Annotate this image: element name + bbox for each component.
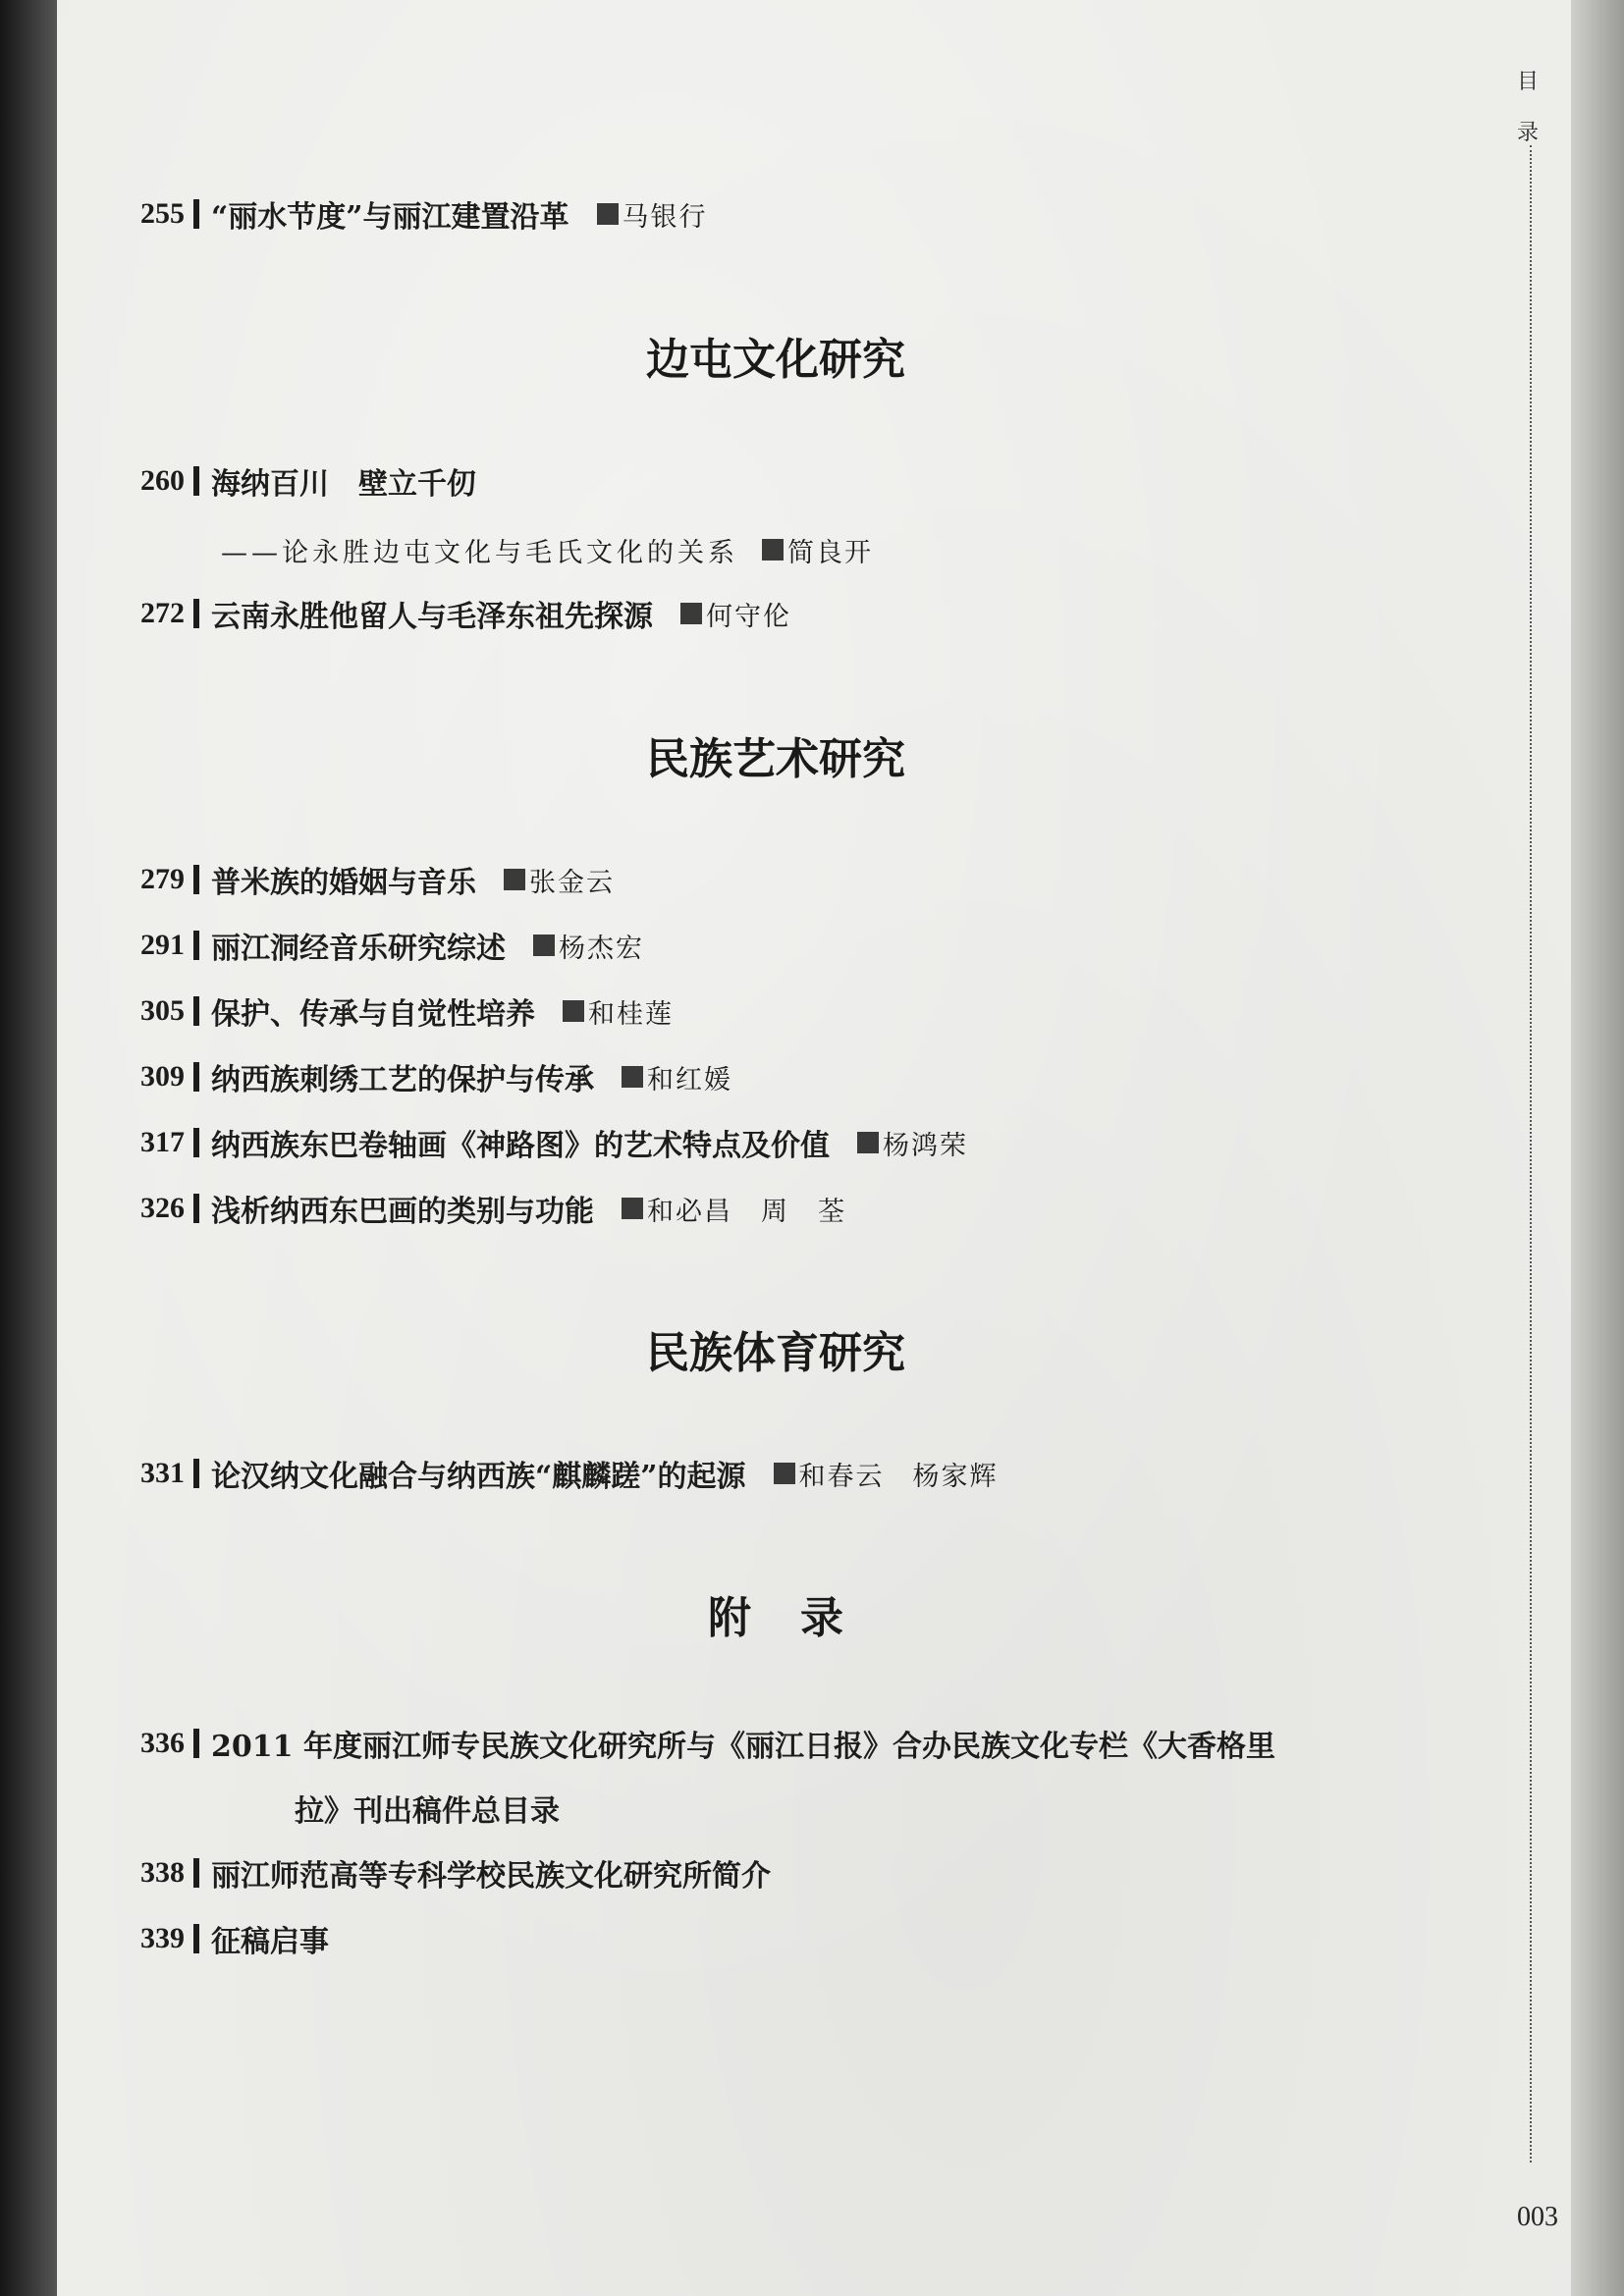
- entry-page-number: 309: [140, 1060, 185, 1093]
- toc-entry-continuation[interactable]: [221, 530, 873, 569]
- entry-author: 和春云 杨家辉: [798, 1461, 999, 1492]
- entry-page-number: 336: [140, 1727, 185, 1759]
- toc-entry[interactable]: [140, 1189, 846, 1228]
- toc-entry[interactable]: [140, 461, 476, 501]
- toc-entry[interactable]: [140, 1123, 968, 1162]
- toc-entry[interactable]: [140, 926, 644, 965]
- entry-divider: [193, 1128, 199, 1157]
- entry-divider: [193, 996, 199, 1026]
- entry-author: 张金云: [529, 867, 615, 898]
- entry-title: “丽水节度”与丽江建置沿革: [211, 200, 569, 235]
- entry-page-number: 291: [140, 929, 185, 961]
- entry-author: 马银行: [622, 201, 708, 233]
- author-marker-icon: [622, 1066, 643, 1088]
- toc-entry[interactable]: [140, 1919, 329, 1958]
- author-marker-icon: [597, 203, 619, 225]
- entry-title: 浅析纳西东巴画的类别与功能: [211, 1195, 594, 1229]
- scan-left-edge: [0, 0, 57, 2296]
- entry-title: 普米族的婚姻与音乐: [211, 866, 476, 900]
- entry-page-number: 279: [140, 863, 185, 895]
- entry-title: 论汉纳文化融合与纳西族“麒麟蹉”的起源: [211, 1460, 746, 1494]
- author-marker-icon: [622, 1198, 643, 1219]
- entry-title: 丽江师范高等专科学校民族文化研究所简介: [211, 1859, 771, 1894]
- entry-title: 征稿启事: [211, 1925, 329, 1959]
- entry-title: 丽江洞经音乐研究综述: [211, 932, 506, 966]
- author-marker-icon: [857, 1132, 879, 1153]
- entry-author: 和红媛: [647, 1064, 732, 1095]
- entry-subtitle: ——论永胜边屯文化与毛氏文化的关系: [221, 537, 738, 568]
- entry-divider: [193, 1858, 199, 1888]
- entry-page-number: 339: [140, 1922, 185, 1954]
- entry-page-number: 260: [140, 464, 185, 497]
- toc-entry[interactable]: [140, 1454, 999, 1493]
- entry-author: 简良开: [787, 537, 873, 568]
- toc-entry[interactable]: [140, 991, 674, 1031]
- entry-divider: [193, 599, 199, 628]
- scan-right-edge: [1571, 0, 1624, 2296]
- entry-page-number: 305: [140, 994, 185, 1027]
- page-number: 003: [1517, 2202, 1558, 2232]
- running-head-char-1: 目: [1517, 70, 1540, 94]
- toc-entry-continuation[interactable]: [295, 1789, 560, 1828]
- section-heading-tiyu: 民族体育研究: [646, 1328, 905, 1378]
- entry-title: 保护、传承与自觉性培养: [211, 997, 535, 1032]
- entry-title: 纳西族东巴卷轴画《神路图》的艺术特点及价值: [211, 1129, 830, 1163]
- entry-divider: [193, 931, 199, 960]
- entry-divider: [193, 199, 199, 229]
- entry-author: 杨杰宏: [559, 933, 644, 964]
- toc-entry[interactable]: [140, 194, 708, 234]
- entry-author: 和必昌 周 荃: [647, 1196, 846, 1227]
- entry-title: 云南永胜他留人与毛泽东祖先探源: [211, 600, 653, 634]
- entry-author: 杨鸿荣: [883, 1130, 968, 1161]
- entry-divider: [193, 1459, 199, 1488]
- toc-entry[interactable]: [140, 594, 791, 633]
- entry-page-number: 338: [140, 1856, 185, 1889]
- entry-title: 纳西族刺绣工艺的保护与传承: [211, 1063, 594, 1097]
- author-marker-icon: [762, 539, 784, 561]
- author-marker-icon: [774, 1463, 795, 1484]
- entry-divider: [193, 466, 199, 496]
- entry-title: 海纳百川 壁立千仞: [211, 467, 476, 502]
- toc-entry[interactable]: [140, 1853, 771, 1893]
- entry-title-continued: 拉》刊出稿件总目录: [295, 1794, 560, 1829]
- author-marker-icon: [680, 603, 702, 624]
- entry-author: 何守伦: [706, 601, 791, 632]
- author-marker-icon: [563, 1000, 584, 1022]
- author-marker-icon: [504, 869, 525, 890]
- running-head-char-2: 录: [1517, 121, 1540, 145]
- entry-divider: [193, 1729, 199, 1758]
- toc-entry[interactable]: [140, 860, 615, 899]
- entry-divider: [193, 1924, 199, 1953]
- side-dotted-rule: [1530, 145, 1532, 2163]
- entry-divider: [193, 1062, 199, 1092]
- entry-page-number: 255: [140, 197, 185, 230]
- section-heading-yishu: 民族艺术研究: [646, 734, 905, 784]
- entry-divider: [193, 865, 199, 894]
- author-marker-icon: [533, 934, 555, 956]
- toc-entry[interactable]: [140, 1724, 1275, 1763]
- section-heading-bian-tun: 边屯文化研究: [646, 335, 905, 385]
- entry-author: 和桂莲: [588, 998, 674, 1030]
- entry-divider: [193, 1194, 199, 1223]
- entry-page-number: 326: [140, 1192, 185, 1224]
- entry-page-number: 272: [140, 597, 185, 629]
- entry-page-number: 317: [140, 1126, 185, 1158]
- toc-entry[interactable]: [140, 1057, 732, 1096]
- section-heading-fulu: 附录: [708, 1593, 893, 1643]
- entry-title: 2011 年度丽江师专民族文化研究所与《丽江日报》合办民族文化专栏《大香格里: [211, 1730, 1275, 1764]
- entry-page-number: 331: [140, 1457, 185, 1489]
